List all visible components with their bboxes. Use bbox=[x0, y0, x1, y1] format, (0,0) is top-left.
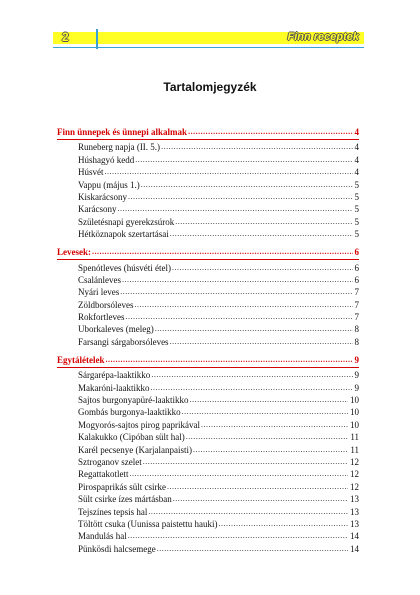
entry-page: 14 bbox=[350, 543, 359, 554]
entry-page: 14 bbox=[350, 531, 359, 542]
entry-title: Spenótleves (húsvéti étel) bbox=[78, 262, 171, 273]
dot-leader bbox=[193, 444, 348, 456]
entry-title: Kiskarácsony bbox=[78, 191, 127, 202]
toc-entry[interactable] bbox=[57, 298, 359, 310]
dot-leader bbox=[126, 311, 353, 323]
entry-page: 6 bbox=[354, 274, 359, 285]
dot-leader bbox=[148, 506, 348, 518]
toc-section-heading[interactable] bbox=[57, 126, 359, 138]
toc-entry[interactable] bbox=[57, 286, 359, 298]
entry-title: Zöldborsóleves bbox=[78, 299, 134, 310]
dot-leader bbox=[170, 228, 353, 240]
entry-title: Regattakotlett bbox=[78, 469, 129, 480]
dot-leader bbox=[105, 166, 353, 178]
dot-leader bbox=[173, 493, 348, 505]
entry-page: 11 bbox=[350, 432, 359, 443]
toc-entry[interactable] bbox=[57, 153, 359, 165]
dot-leader bbox=[170, 336, 353, 348]
toc-entry[interactable] bbox=[57, 369, 359, 381]
toc-entry[interactable] bbox=[57, 261, 359, 273]
toc-entry[interactable] bbox=[57, 203, 359, 215]
entry-title: Húsvét bbox=[78, 167, 104, 178]
dot-leader bbox=[218, 518, 348, 530]
dot-leader bbox=[155, 323, 353, 335]
entry-title: Uborkaleves (meleg) bbox=[78, 324, 154, 335]
toc-heading: Tartalomjegyzék bbox=[163, 80, 257, 94]
section-rule bbox=[57, 367, 359, 368]
entry-title: Karél pecsenye (Karjalanpaisti) bbox=[78, 444, 192, 455]
entry-page: 5 bbox=[354, 204, 359, 215]
table-of-contents bbox=[57, 126, 359, 561]
dot-leader bbox=[129, 468, 348, 480]
entry-title: Karácsony bbox=[78, 204, 117, 215]
entry-page: 10 bbox=[350, 419, 359, 430]
dot-leader bbox=[157, 543, 348, 555]
toc-entry[interactable] bbox=[57, 480, 359, 492]
toc-entry[interactable] bbox=[57, 141, 359, 153]
section-title: Egytálételek bbox=[57, 354, 105, 365]
entry-title: Farsangi sárgaborsóleves bbox=[78, 336, 169, 347]
entry-page: 8 bbox=[354, 336, 359, 347]
entry-page: 5 bbox=[354, 229, 359, 240]
dot-leader bbox=[190, 394, 348, 406]
dot-leader bbox=[175, 216, 352, 228]
toc-entry[interactable] bbox=[57, 542, 359, 554]
toc-section-heading[interactable] bbox=[57, 354, 359, 366]
entry-page: 5 bbox=[354, 216, 359, 227]
entry-page: 13 bbox=[350, 506, 359, 517]
section-page: 4 bbox=[354, 127, 359, 137]
dot-leader bbox=[188, 126, 352, 138]
header-rule bbox=[53, 47, 364, 48]
entry-title: Hétköznapok szertartásai bbox=[78, 229, 169, 240]
entry-title: Születésnapi gyerekzsúrok bbox=[78, 216, 175, 227]
entry-title: Mandulás hal bbox=[78, 531, 127, 542]
toc-entry[interactable] bbox=[57, 518, 359, 530]
toc-section bbox=[57, 246, 359, 348]
entry-title: Csalánleves bbox=[78, 274, 121, 285]
entry-title: Kalakukko (Cipóban sült hal) bbox=[78, 432, 185, 443]
header-separator bbox=[96, 29, 98, 49]
dot-leader bbox=[141, 179, 353, 191]
entry-title: Pünkösdi halcsemege bbox=[78, 543, 156, 554]
toc-section-heading[interactable] bbox=[57, 246, 359, 258]
toc-entry[interactable] bbox=[57, 311, 359, 323]
toc-entry[interactable] bbox=[57, 468, 359, 480]
entry-page: 9 bbox=[354, 370, 359, 381]
section-rule bbox=[57, 139, 359, 140]
toc-entry[interactable] bbox=[57, 394, 359, 406]
running-title: Finn receptek bbox=[287, 31, 359, 43]
entry-page: 13 bbox=[350, 494, 359, 505]
entry-page: 6 bbox=[354, 262, 359, 273]
dot-leader bbox=[120, 286, 352, 298]
entry-page: 11 bbox=[350, 444, 359, 455]
entry-page: 7 bbox=[354, 312, 359, 323]
section-title: Finn ünnepek és ünnepi alkalmak bbox=[57, 127, 188, 137]
dot-leader bbox=[186, 431, 349, 443]
section-page: 6 bbox=[354, 247, 359, 258]
entry-title: Nyári leves bbox=[78, 287, 120, 298]
dot-leader bbox=[128, 530, 348, 542]
entry-page: 7 bbox=[354, 287, 359, 298]
entry-title: Vappu (május 1.) bbox=[78, 179, 140, 190]
entry-page: 8 bbox=[354, 324, 359, 335]
dot-leader bbox=[172, 262, 353, 274]
dot-leader bbox=[92, 246, 353, 258]
entry-title: Pirospaprikás sült csirke bbox=[78, 481, 166, 492]
toc-entry[interactable] bbox=[57, 505, 359, 517]
toc-entry[interactable] bbox=[57, 493, 359, 505]
entry-title: Töltött csuka (Uunissa paistettu hauki) bbox=[78, 518, 218, 529]
entry-title: Sárgarépa-laaktikko bbox=[78, 370, 151, 381]
toc-entry[interactable] bbox=[57, 178, 359, 190]
entry-title: Sztroganov szelet bbox=[78, 456, 142, 467]
toc-section bbox=[57, 126, 359, 240]
entry-title: Runeberg napja (II. 5.) bbox=[78, 142, 161, 153]
page-number: 2 bbox=[62, 30, 69, 44]
dot-leader bbox=[201, 419, 348, 431]
toc-section bbox=[57, 354, 359, 555]
entry-title: Gombás burgonya-laaktikko bbox=[78, 407, 181, 418]
toc-entry[interactable] bbox=[57, 456, 359, 468]
toc-entry[interactable] bbox=[57, 443, 359, 455]
toc-entry[interactable] bbox=[57, 274, 359, 286]
toc-entry[interactable] bbox=[57, 191, 359, 203]
entry-page: 12 bbox=[350, 456, 359, 467]
toc-entry[interactable] bbox=[57, 406, 359, 418]
section-title: Levesek: bbox=[57, 247, 91, 258]
dot-leader bbox=[117, 203, 352, 215]
entry-page: 13 bbox=[350, 518, 359, 529]
toc-entry[interactable] bbox=[57, 323, 359, 335]
toc-entry[interactable] bbox=[57, 530, 359, 542]
entry-page: 12 bbox=[350, 469, 359, 480]
dot-leader bbox=[182, 406, 348, 418]
entry-title: Mogyorós-sajtos pirog paprikával bbox=[78, 419, 200, 430]
dot-leader bbox=[151, 369, 352, 381]
entry-page: 12 bbox=[350, 481, 359, 492]
toc-entry[interactable] bbox=[57, 335, 359, 347]
entry-page: 5 bbox=[354, 191, 359, 202]
entry-title: Rokfortleves bbox=[78, 312, 125, 323]
entry-page: 10 bbox=[350, 407, 359, 418]
dot-leader bbox=[161, 141, 352, 153]
dot-leader bbox=[150, 382, 352, 394]
entry-title: Sült csirke ízes mártásban bbox=[78, 494, 172, 505]
entry-page: 4 bbox=[354, 154, 359, 165]
dot-leader bbox=[106, 354, 353, 366]
section-page: 9 bbox=[354, 354, 359, 365]
entry-page: 4 bbox=[354, 142, 359, 153]
section-rule bbox=[57, 259, 359, 260]
entry-title: Tejszínes tepsis hal bbox=[78, 506, 148, 517]
entry-title: Sajtos burgonyapüré-laaktikko bbox=[78, 395, 189, 406]
toc-entry[interactable] bbox=[57, 431, 359, 443]
entry-page: 10 bbox=[350, 395, 359, 406]
running-header bbox=[53, 27, 364, 51]
entry-page: 7 bbox=[354, 299, 359, 310]
toc-entry[interactable] bbox=[57, 215, 359, 227]
toc-entry[interactable] bbox=[57, 418, 359, 430]
dot-leader bbox=[135, 154, 352, 166]
toc-entry[interactable] bbox=[57, 228, 359, 240]
entry-page: 4 bbox=[354, 167, 359, 178]
dot-leader bbox=[128, 191, 353, 203]
dot-leader bbox=[143, 456, 348, 468]
dot-leader bbox=[122, 274, 353, 286]
entry-title: Makaróni-laaktikko bbox=[78, 382, 150, 393]
toc-entry[interactable] bbox=[57, 166, 359, 178]
dot-leader bbox=[167, 481, 348, 493]
toc-entry[interactable] bbox=[57, 381, 359, 393]
dot-leader bbox=[135, 299, 353, 311]
entry-page: 9 bbox=[354, 382, 359, 393]
entry-title: Húshagyó kedd bbox=[78, 154, 135, 165]
entry-page: 5 bbox=[354, 179, 359, 190]
